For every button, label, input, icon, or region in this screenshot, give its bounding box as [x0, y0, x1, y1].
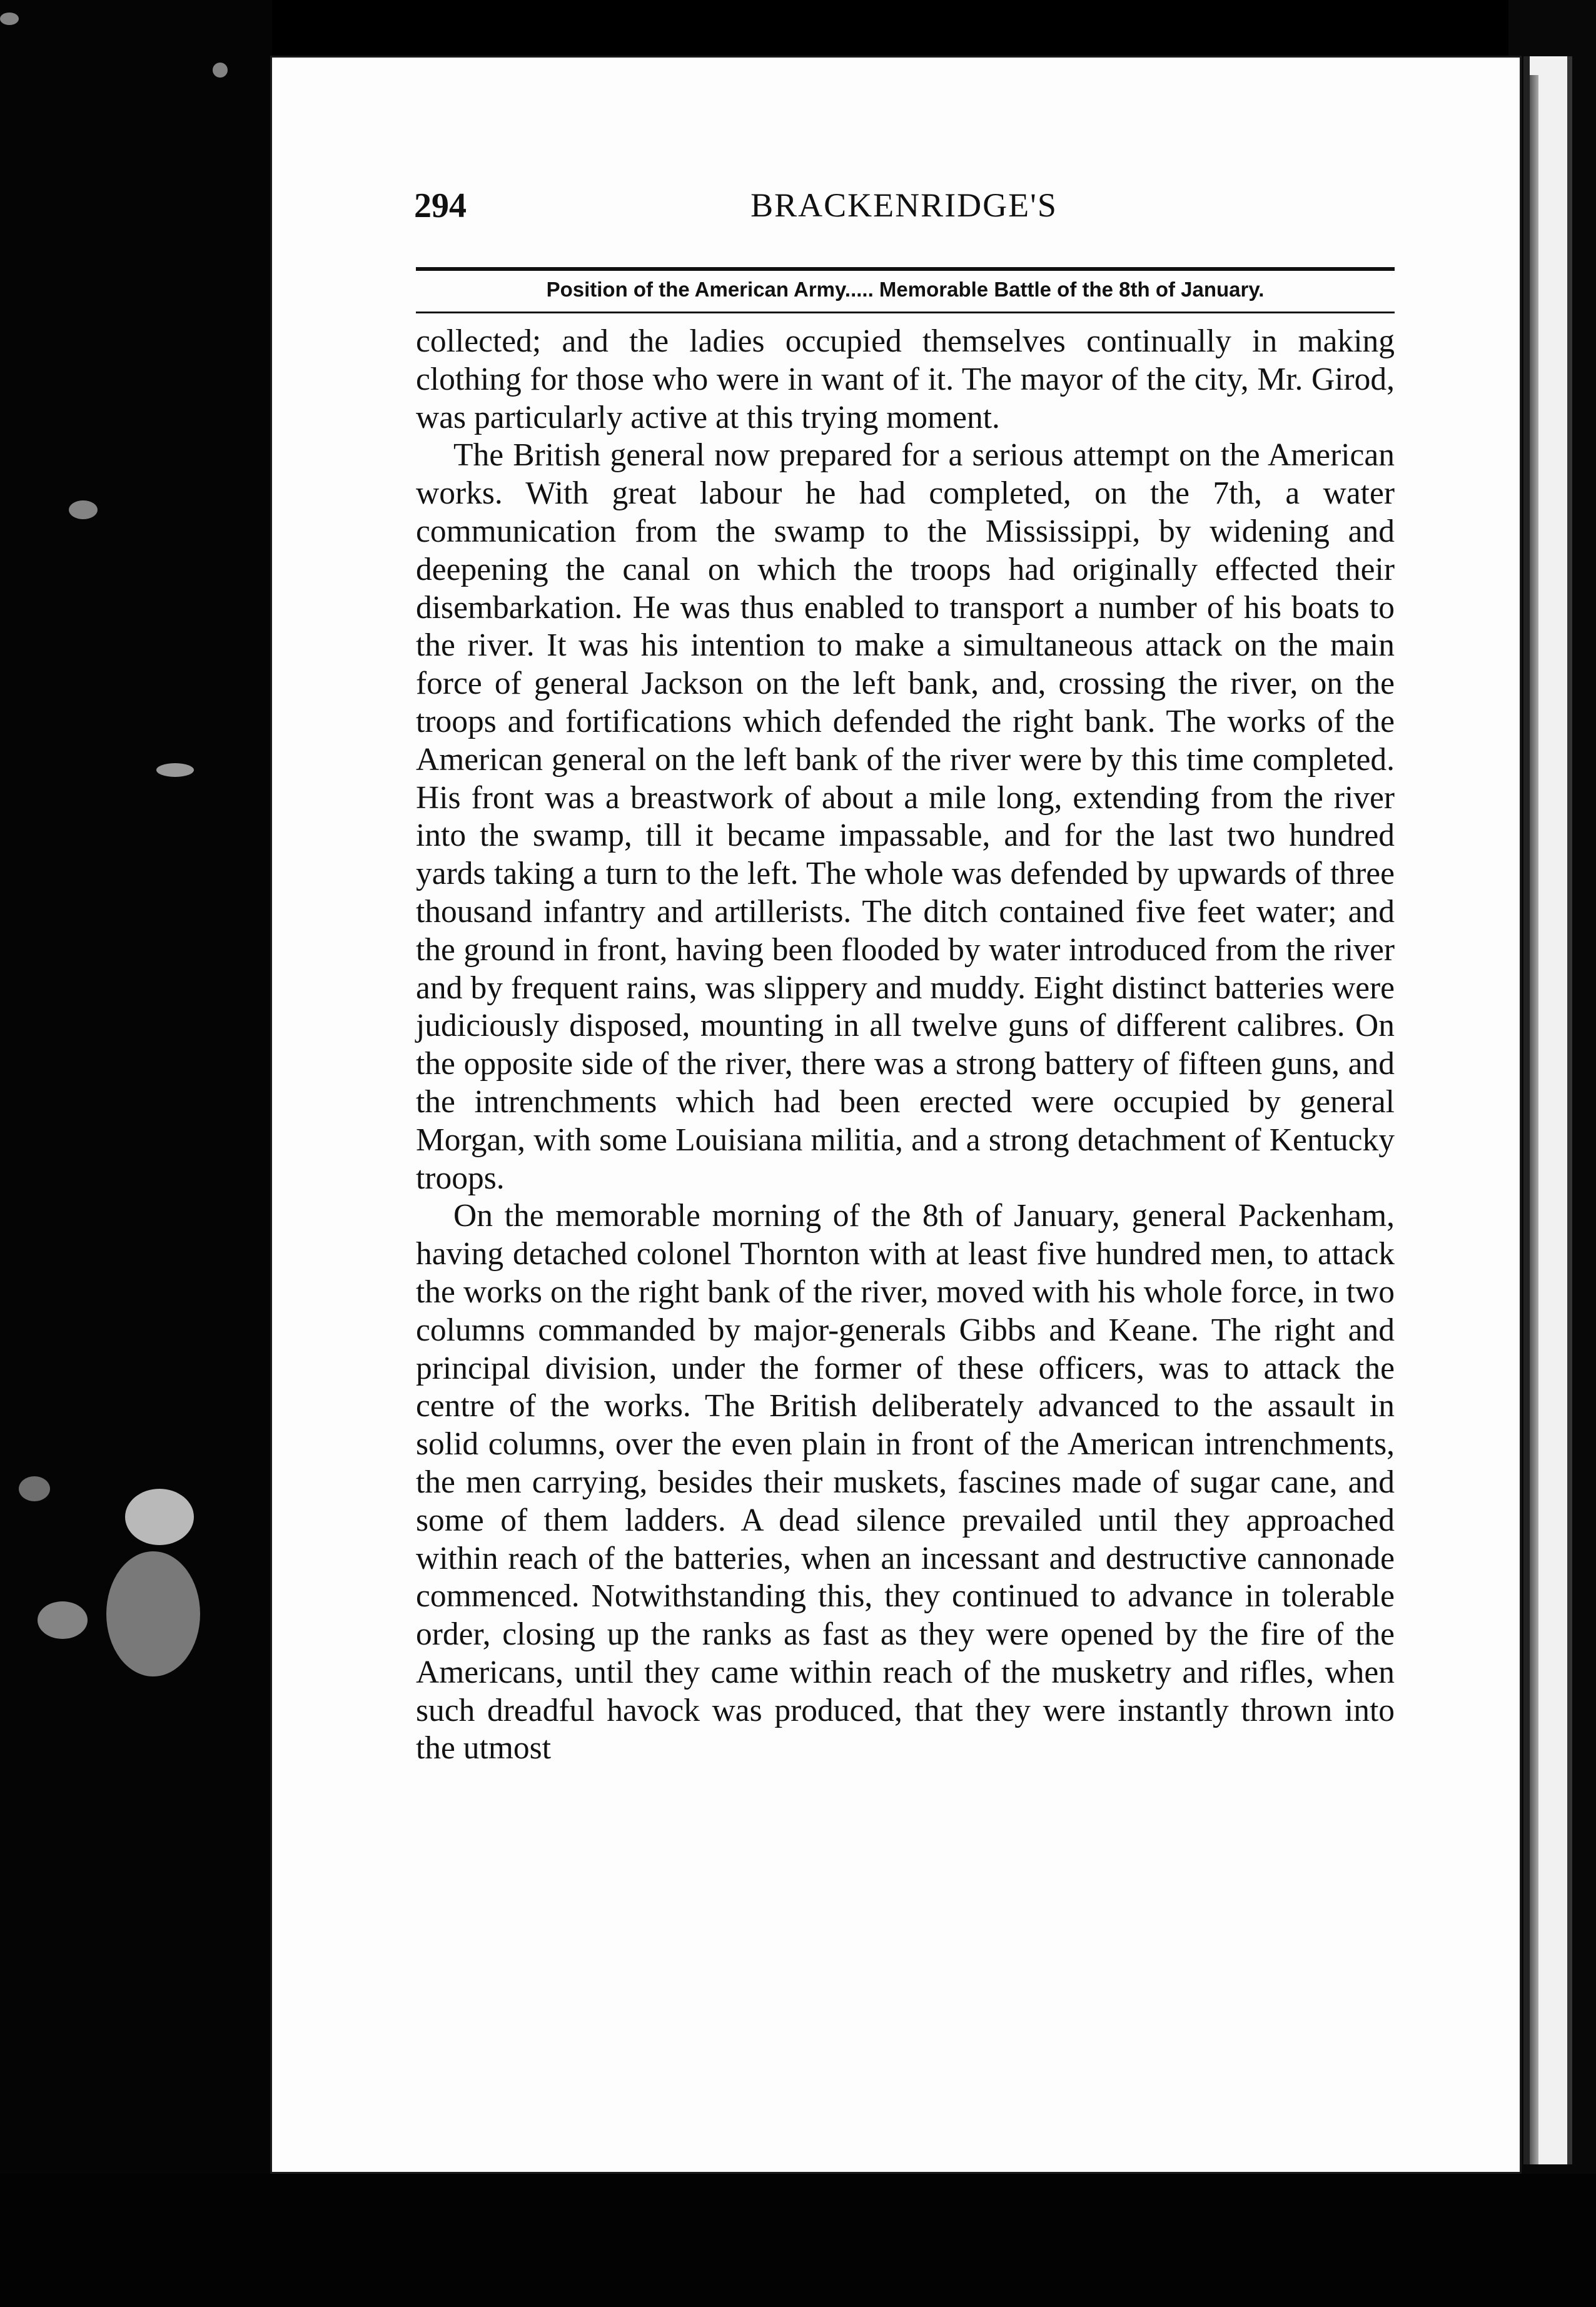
book-page [272, 58, 1520, 2172]
paragraph: On the memorable morning of the 8th of January, general Packenham, having detached colonel Thornton with at least five hundred men, to attack the works on the right bank of the river, moved with his whole force, in two columns commanded by major-generals Gibbs and Keane. The right and principal division, under the former of these officers, was to attack the centre of the works. The British deliberately advanced to the assault in solid columns, over the even plain in front of the American intrenchments, the men carrying, besides their muskets, fascines made of sugar cane, and some of them ladders. A dead silence prevailed until they approached within reach of the batteries, when an incessant and destructive cannonade commenced. Notwithstanding this, they continued to advance in tolerable order, closing up the ranks as fast as they were opened by the fire of the Americans, until they came within reach of the musketry and rifles, when such dreadful havock was produced, that they were instantly thrown into the utmost [416, 1198, 1395, 1767]
scan-speckle [106, 1551, 200, 1676]
header-rule-top [416, 267, 1395, 271]
scan-left-margin [0, 0, 272, 2307]
scan-speckle [19, 1476, 50, 1501]
page-header [414, 186, 1394, 242]
scan-speckle [125, 1489, 194, 1545]
page-edge-shadow [1530, 75, 1538, 2164]
scan-speckle [0, 13, 19, 25]
section-subheader: Position of the American Army..... Memorable Battle of the 8th of January. [546, 278, 1265, 301]
scan-speckle [156, 763, 194, 777]
scan-speckle [69, 500, 98, 519]
header-rule-bottom [416, 312, 1395, 313]
scan-speckle [38, 1601, 88, 1639]
paragraph: The British general now prepared for a serious attempt on the American works. With great labour he had completed, on the 7th, a water communication from the swamp to the Mississippi, by widening and deepening the canal on which the troops had originally effected their disembarkation. He was thus enabled to transport a number of his boats to the river. It was his intention to make a simultaneous attack on the main force of general Jackson on the left bank, and, crossing the river, on the troops and fortifications which defended the right bank. The works of the American general on the left bank of the river were by this time completed. His front was a breastwork of about a mile long, extending from the river into the swamp, till it became impassable, and for the last two hundred yards taking a turn to the left. The whole was defended by upwards of three thousand infantry and artillerists. The ditch contained five feet water; and the ground in front, having been flooded by water introduced from the river and by frequent rains, was slippery and muddy. Eight distinct batteries were judiciously disposed, mounting in all twelve guns of different calibres. On the opposite side of the river, there was a strong battery of fifteen guns, and the intrenchments which had been erected were occupied by general Morgan, with some Louisiana militia, and a strong detachment of Kentucky troops. [416, 437, 1395, 1196]
body-text [416, 323, 1395, 1768]
scan-speckle [213, 63, 228, 78]
scan-bottom-margin [0, 2174, 1596, 2307]
running-title: BRACKENRIDGE'S [750, 186, 1058, 224]
page-number: 294 [414, 186, 467, 225]
paragraph: collected; and the ladies occupied themselves continually in making clothing for those who were in want of it. The mayor of the city, Mr. Girod, was particularly active at this trying moment. [416, 323, 1395, 435]
